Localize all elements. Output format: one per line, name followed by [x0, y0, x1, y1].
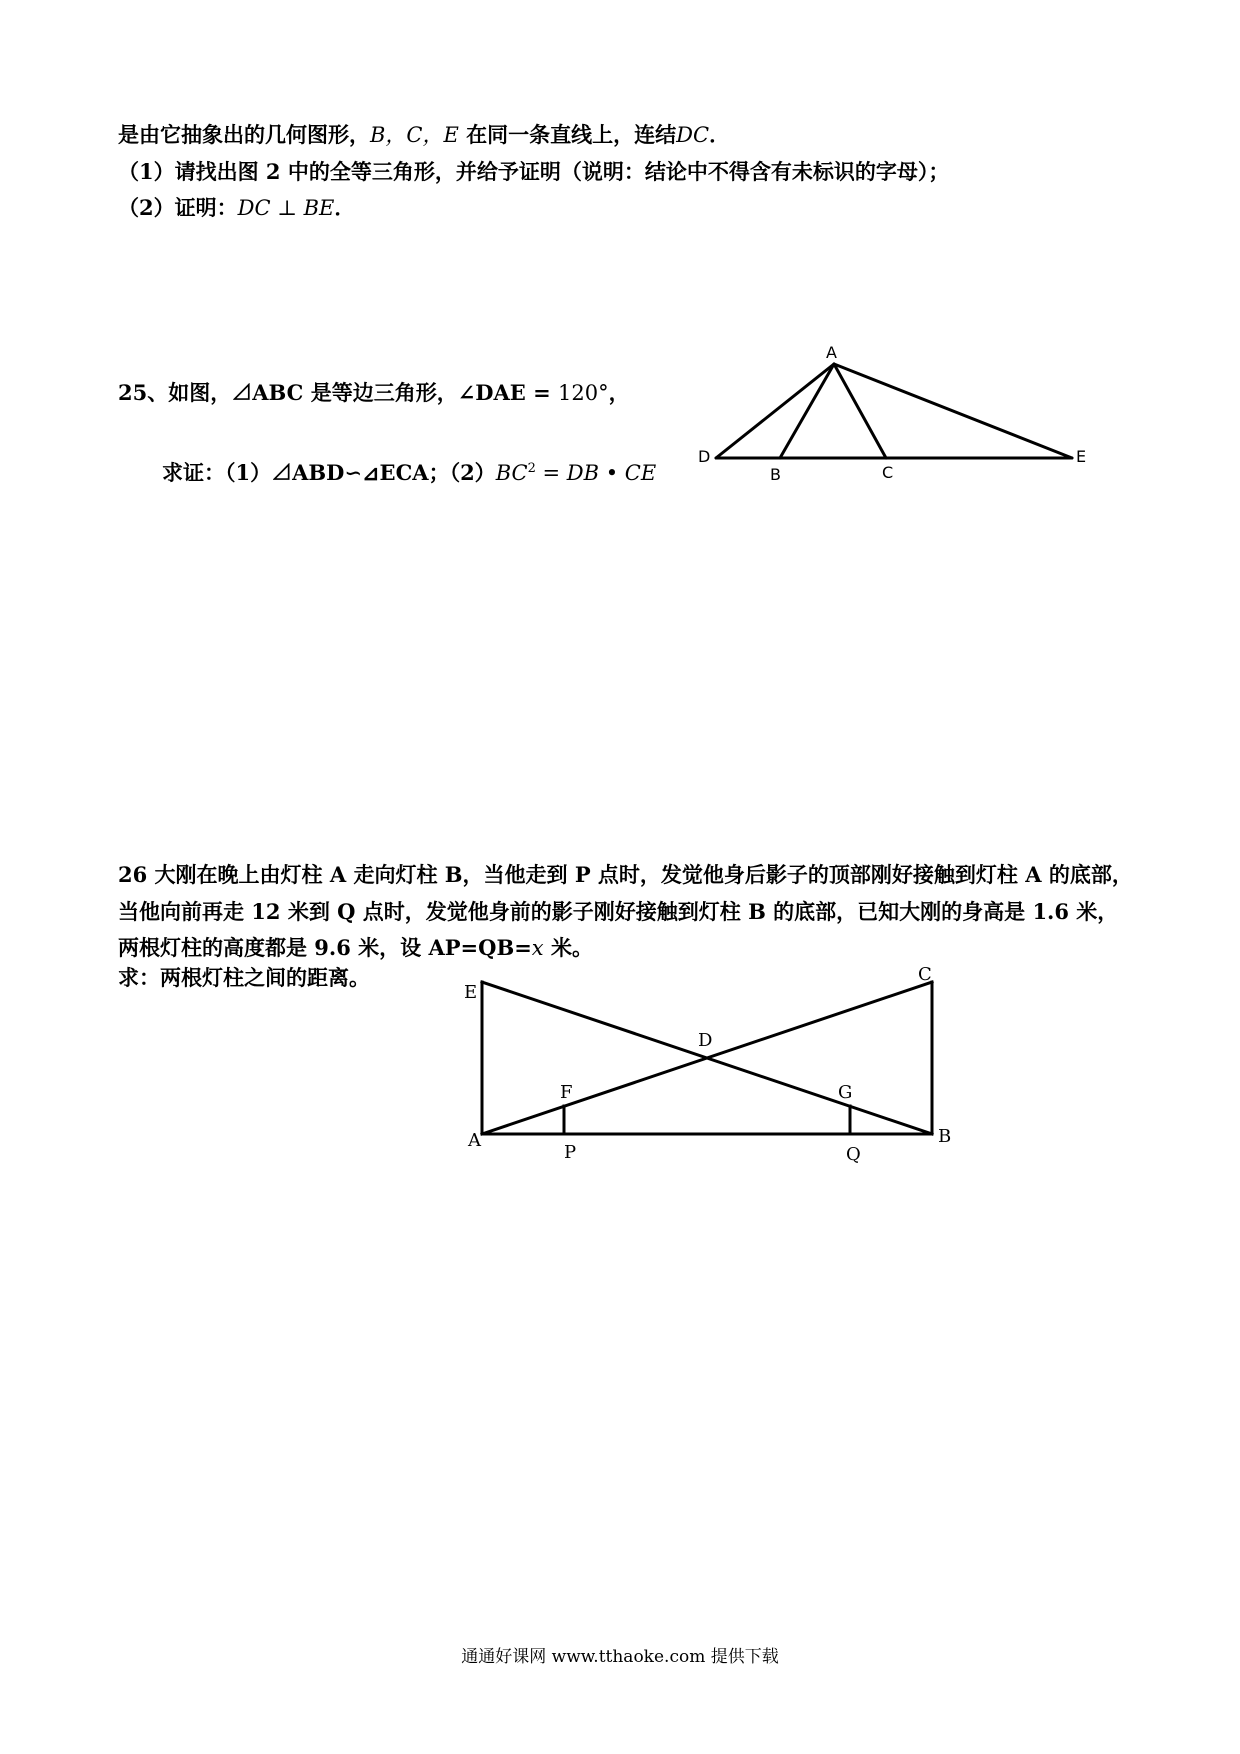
q26-label-q: Q: [846, 1144, 861, 1165]
q25-label-e: E: [1076, 447, 1087, 466]
q24-part2: （2）证明：DC ⊥ BE．: [118, 195, 356, 220]
q25-intro: 25、如图，⊿ABC 是等边三角形，∠DAE = 120°，: [118, 380, 630, 405]
q25-label-d: D: [698, 447, 711, 466]
q26-label-c: C: [918, 964, 932, 985]
q26-label-d: D: [698, 1030, 713, 1051]
q26-ask: 求：两根灯柱之间的距离。: [118, 965, 370, 990]
q26-label-e: E: [464, 982, 478, 1003]
q26-label-f: F: [560, 1082, 573, 1103]
q25-label-b: B: [770, 465, 781, 484]
page-footer: 通通好课网 www.tthaoke.com 提供下载: [461, 1647, 779, 1667]
q26-line1: 26 大刚在晚上由灯柱 A 走向灯柱 B，当他走到 P 点时，发觉他身后影子的顶部刚好接触到灯柱 A 的底部，: [118, 862, 1133, 887]
q25-prove: 求证：（1）⊿ABD∽⊿ECA；$(2)BC^2$ = DB • CE: [162, 460, 657, 485]
q26-line3: 两根灯柱的高度都是 9.6 米，设 AP=QB=x 米。: [118, 935, 593, 960]
q26-label-a: A: [468, 1130, 481, 1151]
q24-part1: （1）请找出图 2 中的全等三角形，并给予证明（说明：结论中不得含有未标识的字母）；: [118, 159, 950, 184]
q26-label-b: B: [938, 1126, 952, 1147]
q26-label-g: G: [838, 1082, 853, 1103]
q25-label-a: A: [826, 343, 837, 362]
q24-line1: 是由它抽象出的几何图形，B，C，E 在同一条直线上，连结DC．: [118, 122, 731, 147]
q26-line2: 当他向前再走 12 米到 Q 点时，发觉他身前的影子刚好接触到灯柱 B 的底部，已知大刚的身高是 1.6 米，: [118, 899, 1119, 924]
q25-label-c: C: [882, 463, 894, 482]
q26-label-p: P: [564, 1142, 577, 1163]
